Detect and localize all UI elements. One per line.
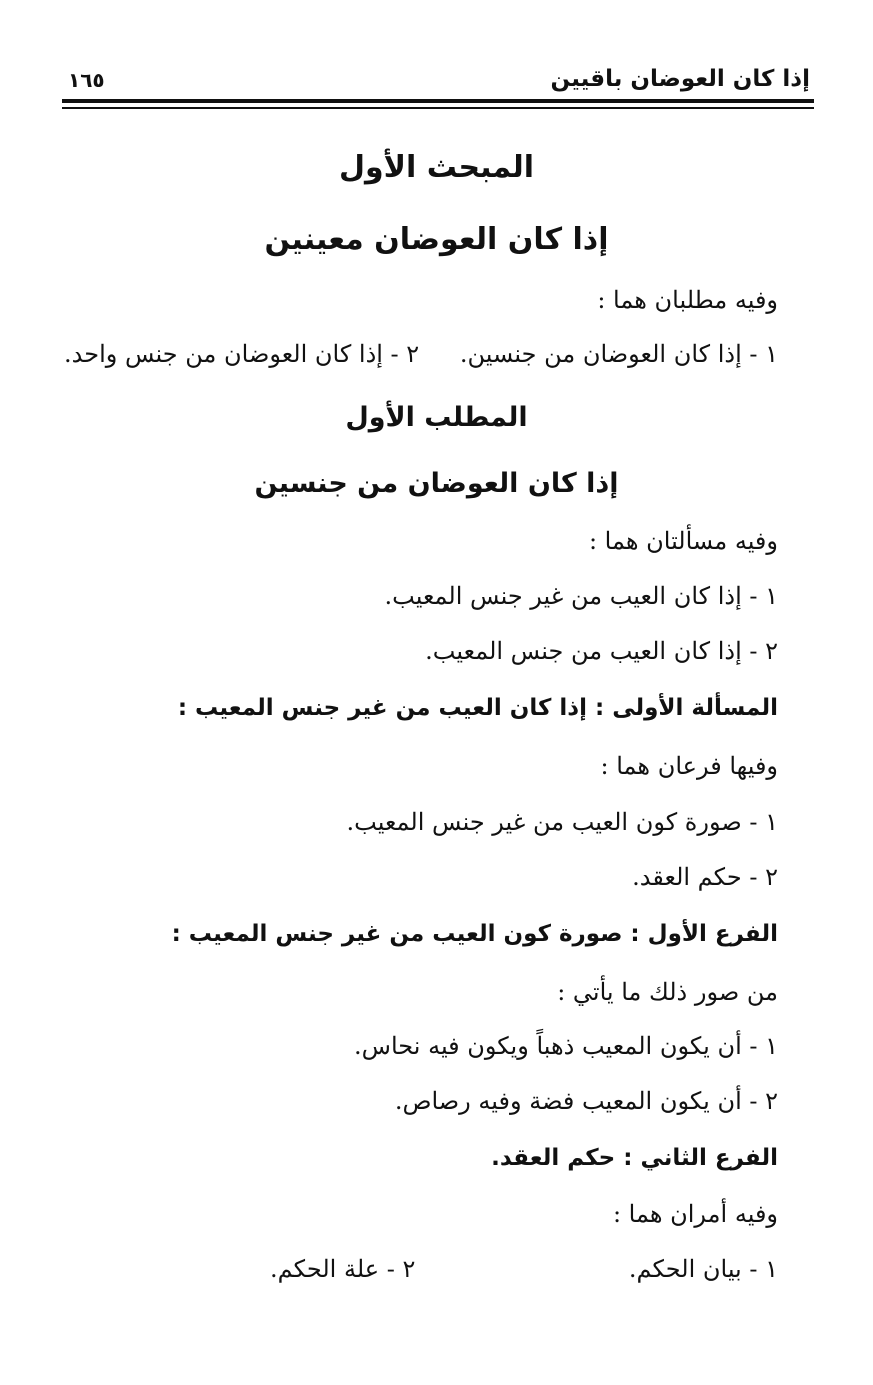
list-item-first: ١ - إذا كان العوضان من جنسين. bbox=[459, 340, 778, 368]
subsection-title: المطلب الأول bbox=[345, 402, 528, 433]
intro-text-2: وفيه مسألتان هما : bbox=[588, 527, 778, 555]
list-item: ٢ - حكم العقد. bbox=[632, 863, 778, 891]
list-item: ١ - أن يكون المعيب ذهباً ويكون فيه نحاس. bbox=[354, 1032, 778, 1060]
header-rule-thin bbox=[62, 107, 814, 109]
list-item-second: ٢ - علة الحكم. bbox=[270, 1255, 416, 1283]
branch-heading: الفرع الأول : صورة كون العيب من غير جنس المعيب : bbox=[171, 921, 778, 947]
list-item: ٢ - أن يكون المعيب فضة وفيه رصاص. bbox=[394, 1087, 778, 1115]
list-item: ١ - إذا كان العيب من غير جنس المعيب. bbox=[384, 582, 778, 610]
list-item-second: ٢ - إذا كان العوضان من جنس واحد. bbox=[64, 340, 420, 368]
branch-heading: الفرع الثاني : حكم العقد. bbox=[491, 1145, 778, 1171]
header-rule-thick bbox=[62, 99, 814, 103]
section-subtitle: إذا كان العوضان معينين bbox=[264, 222, 609, 257]
running-title: إذا كان العوضان باقيين bbox=[550, 66, 810, 92]
list-item: ٢ - إذا كان العيب من جنس المعيب. bbox=[425, 637, 778, 665]
section-title: المبحث الأول bbox=[338, 150, 535, 185]
subsection-subtitle: إذا كان العوضان من جنسين bbox=[254, 468, 619, 499]
page-header bbox=[62, 60, 814, 98]
list-item: ١ - صورة كون العيب من غير جنس المعيب. bbox=[346, 808, 778, 836]
intro-text-4: من صور ذلك ما يأتي : bbox=[557, 978, 778, 1006]
list-item-first: ١ - بيان الحكم. bbox=[628, 1255, 778, 1283]
question-heading: المسألة الأولى : إذا كان العيب من غير جنس المعيب : bbox=[177, 695, 778, 721]
intro-text-5: وفيه أمران هما : bbox=[612, 1200, 778, 1228]
intro-text-3: وفيها فرعان هما : bbox=[600, 752, 778, 780]
page-number: ١٦٥ bbox=[68, 68, 105, 92]
intro-text: وفيه مطلبان هما : bbox=[597, 286, 778, 314]
